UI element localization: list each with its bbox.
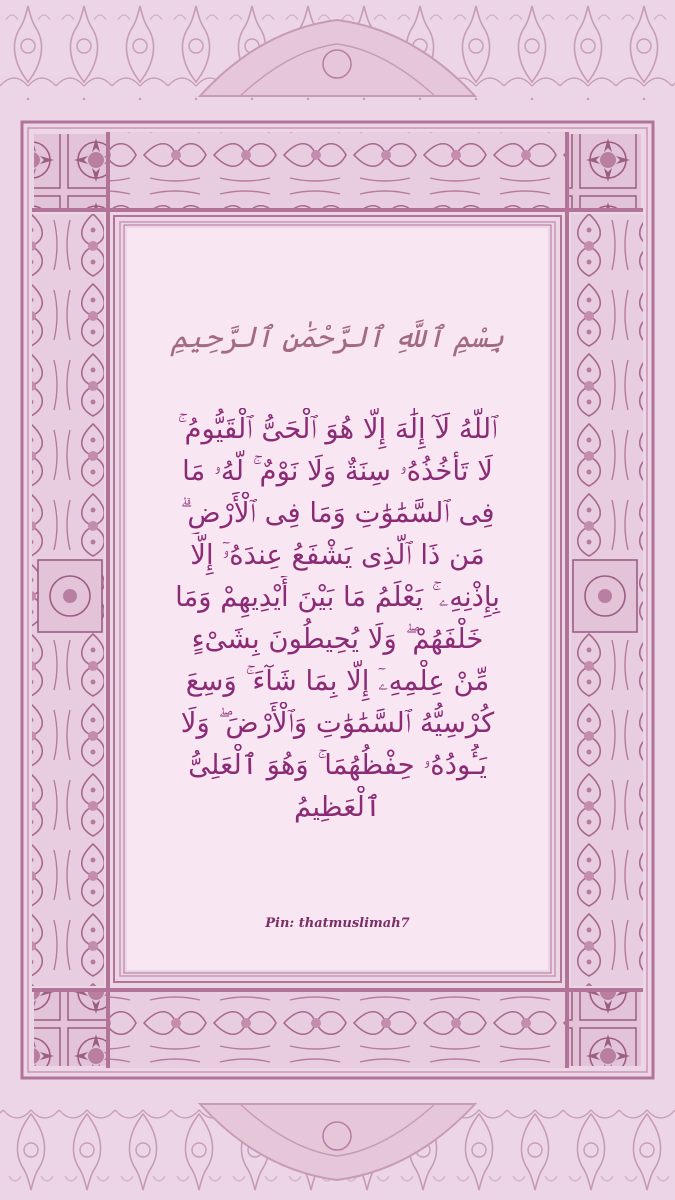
verse-line: خَلْفَهُمْ ۖ وَلَا يُحِيطُونَ بِشَىْءٍ bbox=[191, 623, 484, 655]
ayat-al-kursi-verse bbox=[131, 408, 544, 828]
verse-line: ٱلْعَظِيمُ bbox=[294, 791, 381, 823]
verse-line: بِإِذْنِهِۦ ۚ يَعْلَمُ مَا بَيْنَ أَيْدِيهِمْ وَمَا bbox=[175, 581, 500, 613]
verse-line: مِّنْ عِلْمِهِۦٓ إِلَّا بِمَا شَآءَ ۚ وَسِعَ bbox=[185, 665, 490, 697]
text-panel bbox=[127, 228, 548, 970]
verse-line: كُرْسِيُّهُ ٱلسَّمَٰوَٰتِ وَٱلْأَرْضَ ۖ وَلَا bbox=[180, 707, 495, 739]
pin-credit: Pin: thatmuslimah7 bbox=[265, 916, 410, 931]
verse-line: ٱللَّهُ لَآ إِلَٰهَ إِلَّا هُوَ ٱلْحَىُّ ٱلْقَيُّومُ ۚ bbox=[177, 413, 498, 445]
verse-line: فِى ٱلسَّمَٰوَٰتِ وَمَا فِى ٱلْأَرْضِ ۗ bbox=[180, 497, 495, 529]
verse-line: يَـُٔودُهُۥ حِفْظُهُمَا ۚ وَهُوَ ٱلْعَلِىُّ bbox=[188, 749, 487, 781]
verse-line: لَا تَأْخُذُهُۥ سِنَةٌ وَلَا نَوْمٌ ۚ لَّهُۥ مَا bbox=[182, 455, 493, 487]
verse-line: مَن ذَا ٱلَّذِى يَشْفَعُ عِندَهُۥٓ إِلَّا bbox=[190, 539, 485, 571]
basmala-calligraphy: بِسْمِ ٱللَّهِ ٱلرَّحْمَٰنِ ٱلرَّحِيمِ bbox=[170, 320, 505, 354]
